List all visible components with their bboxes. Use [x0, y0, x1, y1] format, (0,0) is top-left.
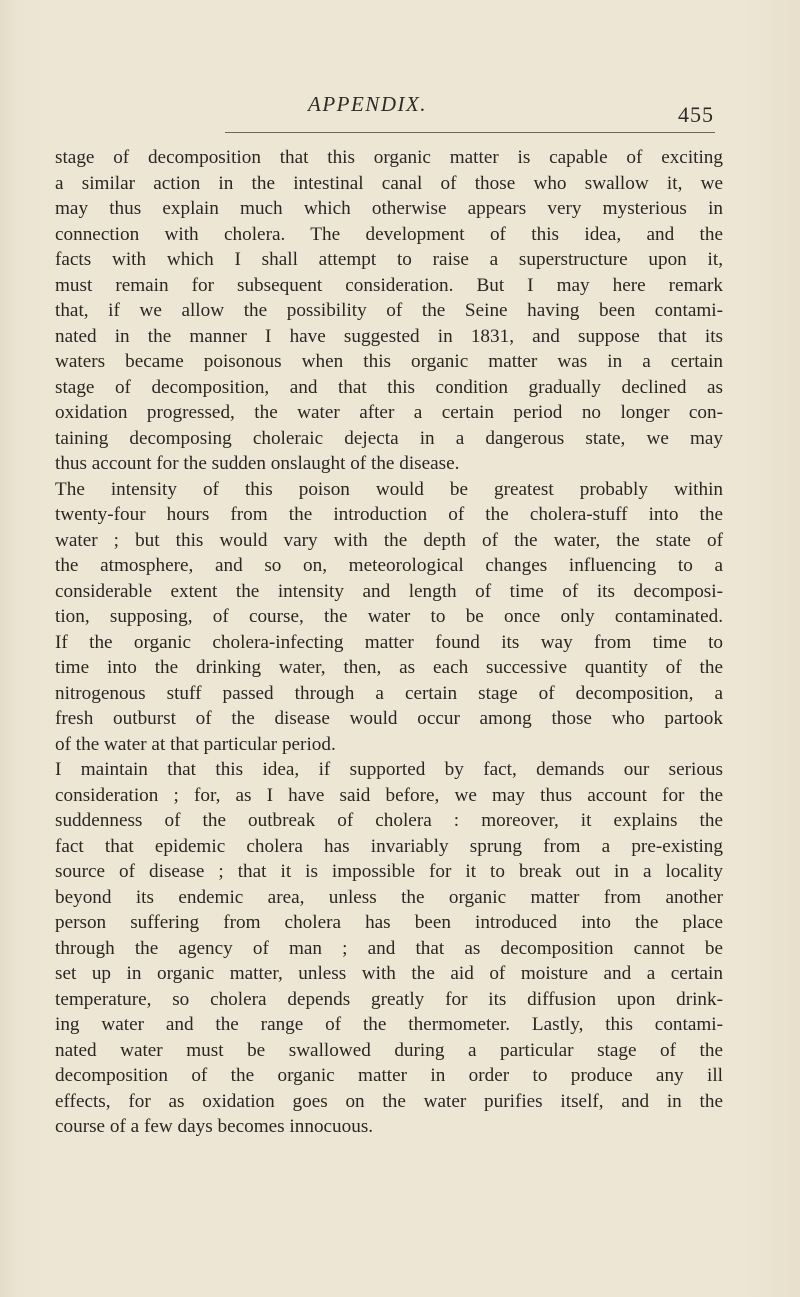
- text-line: waters became poisonous when this organic matter was in a certain: [55, 351, 723, 372]
- text-line: nated water must be swallowed during a particular stage of the: [55, 1039, 723, 1061]
- text-line: temperature, so cholera depends greatly for its diffusion upon drink-: [55, 988, 723, 1010]
- text-line: course of a few days becomes innocuous.: [55, 1116, 374, 1137]
- text-line: I maintain that this idea, if supported by fact, demands our serious: [55, 759, 723, 780]
- text-line: must remain for subsequent consideration. But I may here remark: [55, 274, 723, 296]
- text-line: If the organic cholera-infecting matter found its way from time to: [55, 631, 723, 653]
- text-line: oxidation progressed, the water after a certain period no longer con-: [55, 402, 723, 423]
- text-line: The intensity of this poison would be greatest probably within: [55, 478, 723, 500]
- text-line: effects, for as oxidation goes on the water purifies itself, and in the: [55, 1090, 723, 1112]
- text-line: fact that epidemic cholera has invariably sprung from a pre-existing: [55, 835, 723, 857]
- text-line: of the water at that particular period.: [55, 733, 336, 755]
- text-line: nitrogenous stuff passed through a certain stage of decomposition, a: [55, 682, 723, 704]
- text-line: thus account for the sudden onslaught of the disease.: [55, 453, 460, 474]
- text-line: person suffering from cholera has been introduced into the place: [55, 912, 723, 933]
- text-line: facts with which I shall attempt to raise a superstructure upon it,: [55, 249, 723, 270]
- text-line: nated in the manner I have suggested in 1831, and suppose that its: [55, 325, 723, 347]
- text-line: a similar action in the intestinal canal of those who swallow it, we: [55, 172, 723, 194]
- text-line: stage of decomposition that this organic matter is capable of exciting: [55, 147, 723, 168]
- text-line: decomposition of the organic matter in order to produce any ill: [55, 1065, 723, 1086]
- text-line: water ; but this would vary with the depth of the water, the state of: [55, 529, 723, 551]
- text-line: connection with cholera. The development of this idea, and the: [55, 223, 723, 245]
- page-number: 455: [678, 102, 714, 127]
- header-rule: [225, 132, 715, 133]
- running-title: APPENDIX.: [308, 92, 428, 116]
- text-line: set up in organic matter, unless with the aid of moisture and a certain: [55, 963, 723, 984]
- text-line: twenty-four hours from the introduction of the cholera-stuff into the: [55, 504, 723, 525]
- text-line: tion, supposing, of course, the water to be once only contaminated.: [55, 606, 723, 627]
- running-head: [88, 88, 720, 128]
- text-line: ing water and the range of the thermometer. Lastly, this contami-: [55, 1014, 723, 1035]
- text-line: through the agency of man ; and that as decomposition cannot be: [55, 937, 723, 959]
- text-line: source of disease ; that it is impossible for it to break out in a locality: [55, 861, 723, 882]
- text-line: that, if we allow the possibility of the Seine having been contami-: [55, 300, 723, 321]
- text-line: time into the drinking water, then, as each successive quantity of the: [55, 657, 723, 678]
- text-line: the atmosphere, and so on, meteorological changes influencing to a: [55, 555, 723, 576]
- text-line: suddenness of the outbreak of cholera : moreover, it explains the: [55, 810, 723, 831]
- body-text: [55, 145, 723, 1140]
- text-line: consideration ; for, as I have said before, we may thus account for the: [55, 784, 723, 806]
- text-line: taining decomposing choleraic dejecta in a dangerous state, we may: [55, 427, 723, 449]
- text-line: may thus explain much which otherwise appears very mysterious in: [55, 198, 723, 219]
- text-line: considerable extent the intensity and length of time of its decomposi-: [55, 580, 723, 602]
- text-line: beyond its endemic area, unless the organic matter from another: [55, 886, 723, 908]
- text-line: fresh outburst of the disease would occur among those who partook: [55, 708, 723, 729]
- text-line: stage of decomposition, and that this condition gradually declined as: [55, 376, 723, 398]
